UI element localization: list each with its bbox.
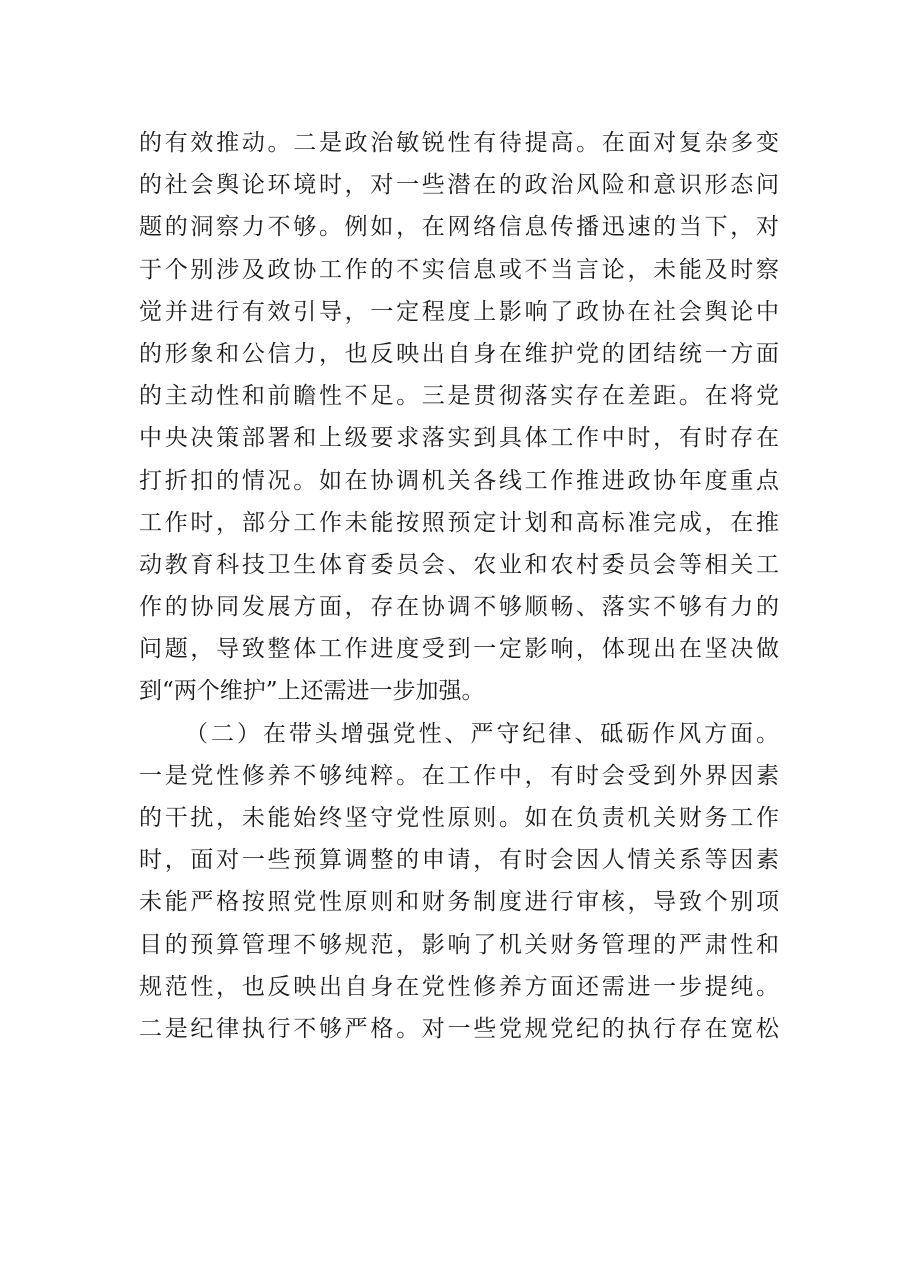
text-line: 二是纪律执行不够严格。对一些党规党纪的执行存在宽松 [139, 1015, 779, 1042]
text-line: 工作时，部分工作未能按照预定计划和高标准完成，在推 [139, 509, 779, 536]
section-heading-line: （二）在带头增强党性、严守纪律、砥砺作风方面。 [185, 720, 779, 747]
text-line: 的形象和公信力，也反映出自身在维护党的团结统一方面 [139, 340, 779, 367]
text-line: 题的洞察力不够。例如，在网络信息传播迅速的当下，对 [139, 214, 779, 241]
text-line: 动教育科技卫生体育委员会、农业和农村委员会等相关工 [139, 551, 779, 578]
text-line: 未能严格按照党性原则和财务制度进行审核，导致个别项 [139, 889, 779, 916]
body-text [139, 122, 779, 1050]
text-line: 到“两个维护”上还需进一步加强。 [139, 678, 485, 705]
text-line: 一是党性修养不够纯粹。在工作中，有时会受到外界因素 [139, 762, 779, 789]
text-line: 的有效推动。二是政治敏锐性有待提高。在面对复杂多变 [139, 130, 779, 156]
text-line: 于个别涉及政协工作的不实信息或不当言论，未能及时察 [139, 256, 779, 283]
text-line: 的主动性和前瞻性不足。三是贯彻落实存在差距。在将党 [139, 383, 779, 410]
text-line: 目的预算管理不够规范，影响了机关财务管理的严肃性和 [139, 931, 779, 958]
text-line: 时，面对一些预算调整的申请，有时会因人情关系等因素 [139, 847, 779, 874]
text-line: 打折扣的情况。如在协调机关各线工作推进政协年度重点 [139, 467, 779, 494]
text-line: 的社会舆论环境时，对一些潜在的政治风险和意识形态问 [139, 172, 779, 199]
text-line: 的干扰，未能始终坚守党性原则。如在负责机关财务工作 [139, 805, 779, 831]
text-line: 作的协同发展方面，存在协调不够顺畅、落实不够有力的 [139, 594, 779, 621]
text-line: 觉并进行有效引导，一定程度上影响了政协在社会舆论中 [139, 298, 779, 325]
text-line: 问题，导致整体工作进度受到一定影响，体现出在坚决做 [139, 636, 779, 663]
text-line: 规范性，也反映出自身在党性修养方面还需进一步提纯。 [139, 973, 779, 1000]
text-line: 中央决策部署和上级要求落实到具体工作中时，有时存在 [139, 425, 779, 452]
